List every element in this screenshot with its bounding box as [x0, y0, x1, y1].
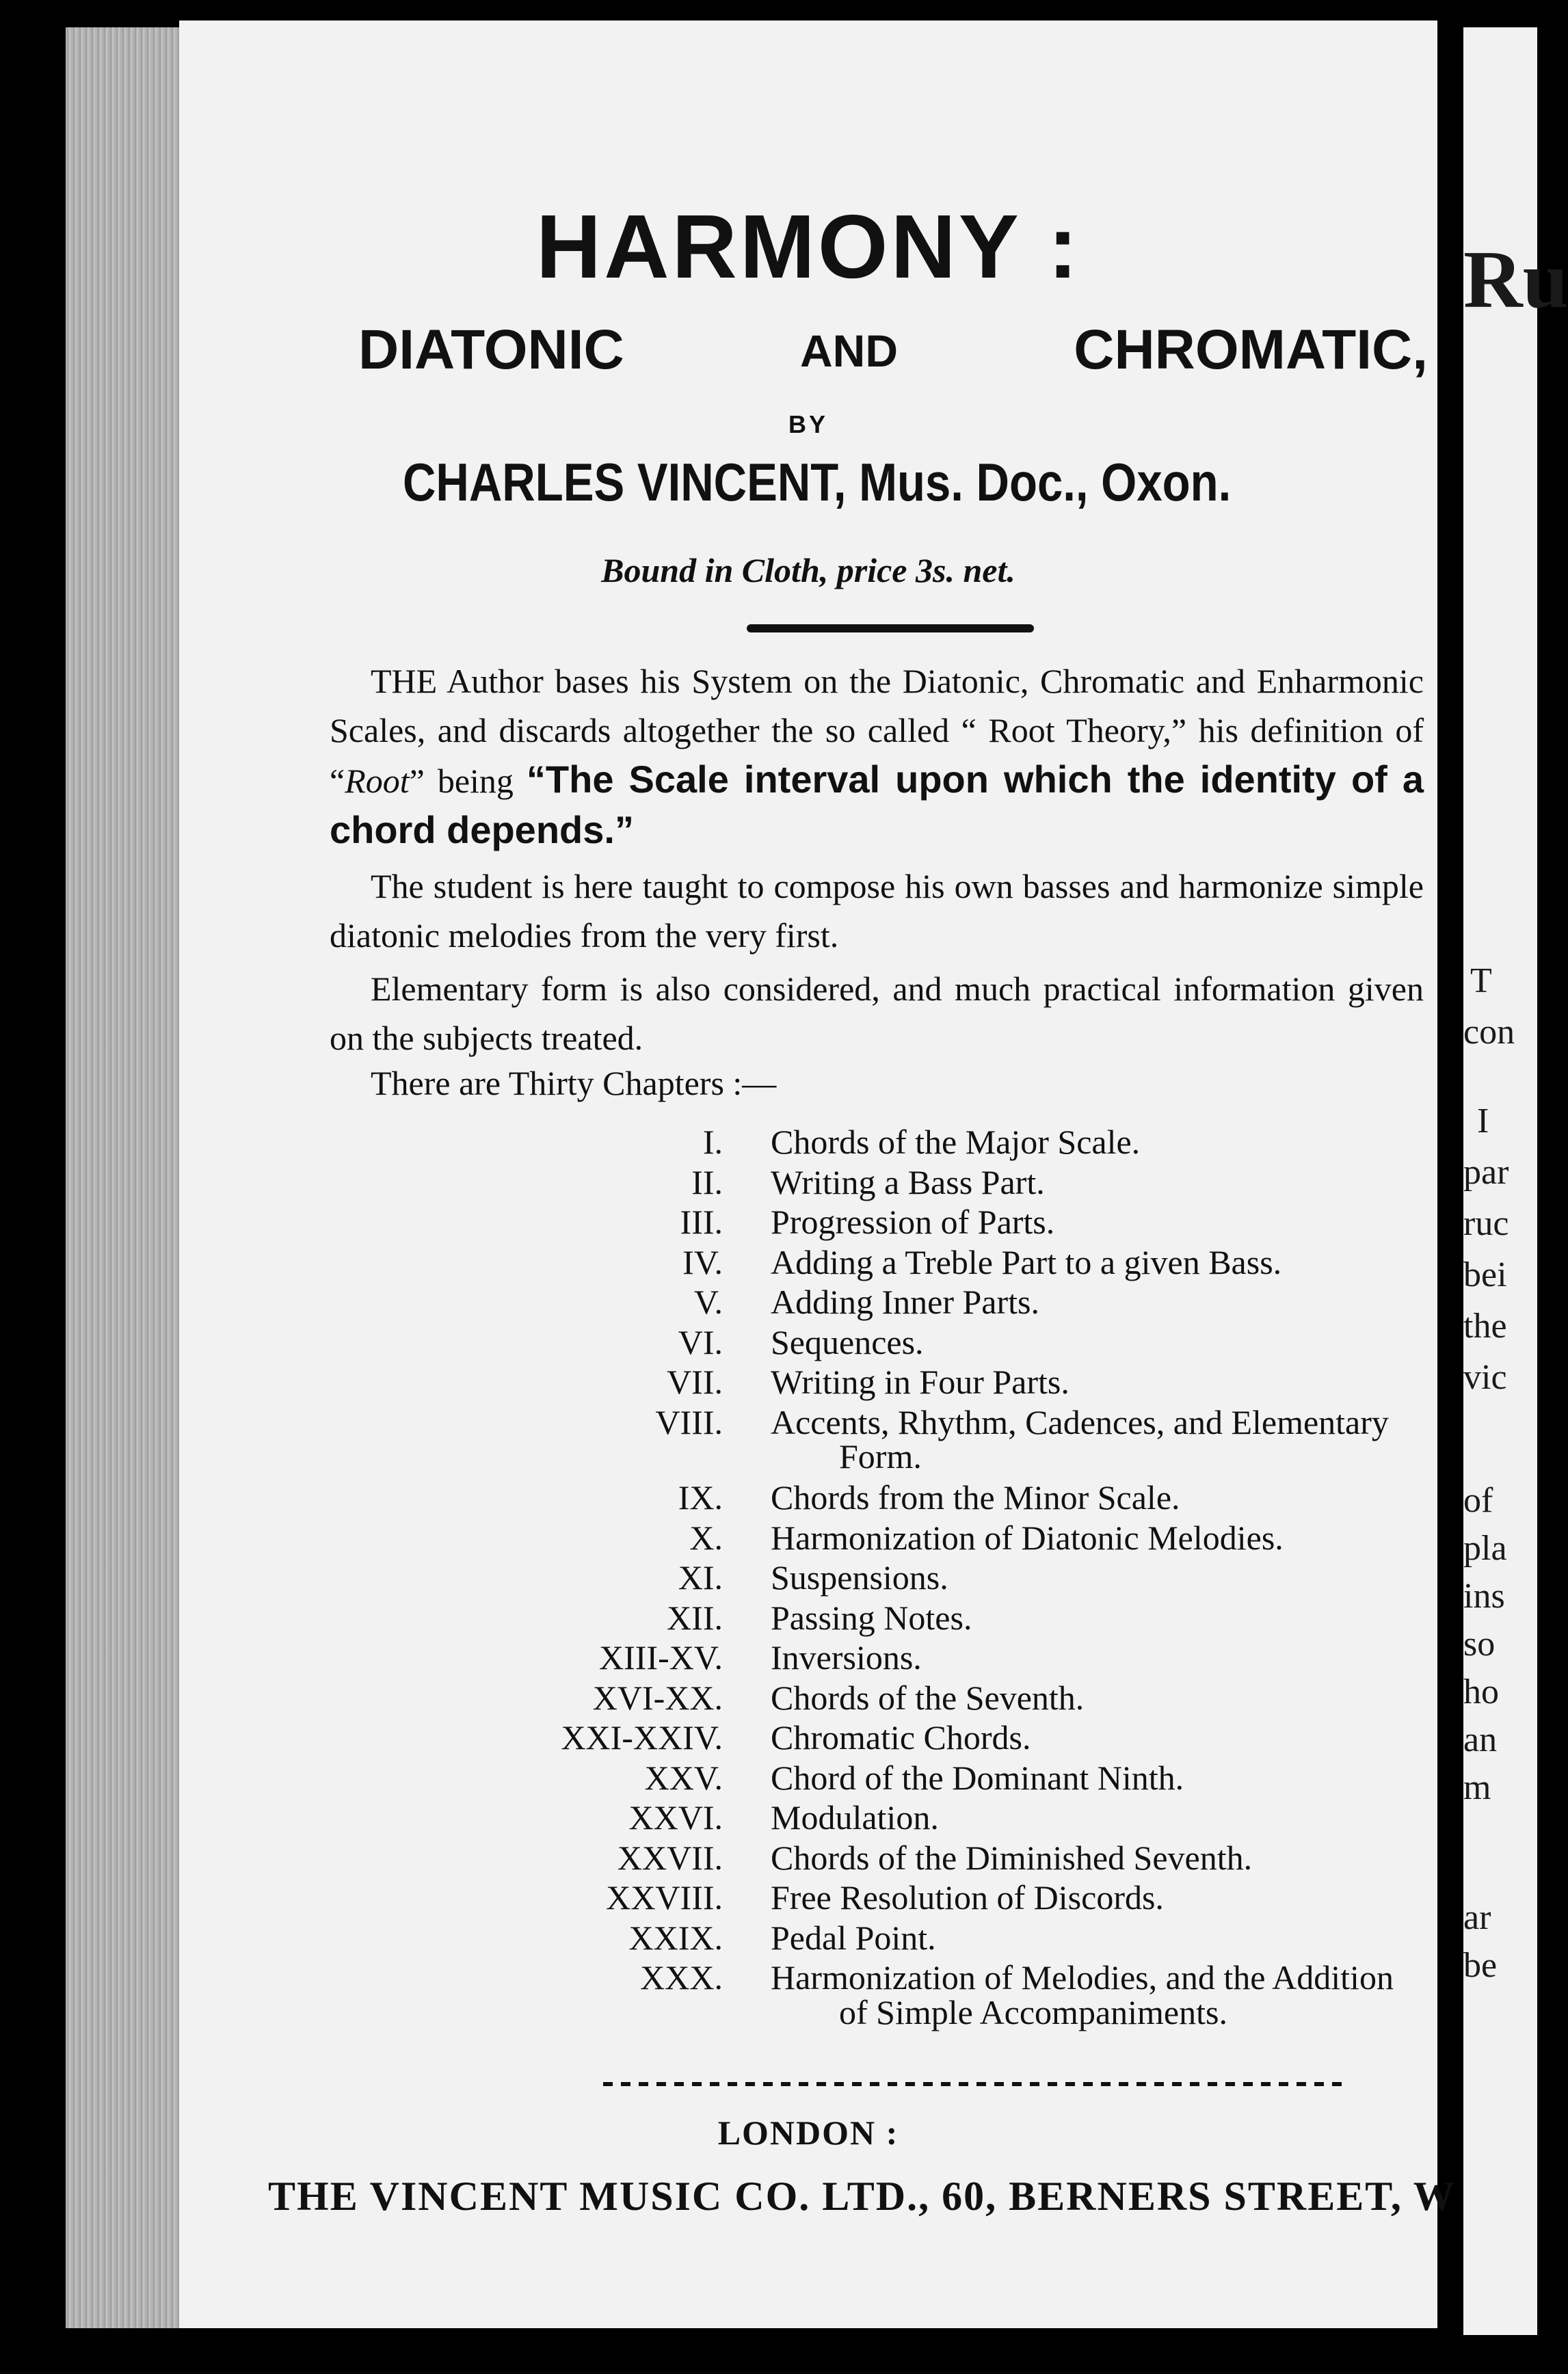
chapter-title: Chords of the Major Scale. [771, 1123, 1141, 1161]
adjacent-page-text: I [1477, 1102, 1489, 1141]
lead-word: THE [371, 662, 438, 700]
chapter-title: Chord of the Dominant Ninth. [771, 1758, 1184, 1797]
chapter-title: Progression of Parts. [771, 1203, 1055, 1241]
london-heading: LONDON : [717, 2113, 899, 2152]
chapter-title: Chords of the Seventh. [771, 1678, 1085, 1717]
description-paragraph-3 [330, 964, 1424, 1063]
by-line: BY [788, 410, 828, 438]
chapter-number: VII. [667, 1363, 723, 1401]
adjacent-page-text: bei [1463, 1255, 1507, 1294]
adjacent-page-text: ho [1463, 1672, 1499, 1711]
adjacent-page-text: so [1463, 1625, 1496, 1664]
chapter-number: I. [702, 1123, 723, 1161]
chapter-title: Chords from the Minor Scale. [771, 1478, 1180, 1517]
chapter-title: Modulation. [771, 1798, 939, 1837]
chapter-title: Pedal Point. [771, 1918, 936, 1957]
chapter-number: XXVI. [628, 1798, 723, 1837]
price-line: Bound in Cloth, price 3s. net. [601, 551, 1015, 589]
chapter-number: XXI-XXIV. [561, 1718, 723, 1757]
chapter-number: XXVII. [617, 1838, 723, 1877]
p1-bold-definition: “The Scale interval upon which the identity of a chord depends.” [330, 758, 1424, 851]
p1-text: Author bases his System on the Diatonic, Chromatic and Enharmonic Scales, and discards altogether the so called “ Root Theory,” his definition of “ [330, 662, 1424, 800]
chapter-number: XI. [678, 1558, 723, 1597]
adjacent-page-text: Ru [1463, 234, 1568, 325]
chapter-number: XII. [667, 1598, 723, 1637]
author-name: CHARLES VINCENT, Mus. Doc., Oxon. [402, 452, 1232, 512]
chapter-number: II. [691, 1162, 723, 1201]
subtitle-word-chromatic: CHROMATIC, [1074, 319, 1428, 381]
chapter-number: VI. [678, 1322, 723, 1361]
chapter-title-continuation: of Simple Accompaniments. [839, 1992, 1227, 2031]
chapter-title: Adding a Treble Part to a given Bass. [771, 1242, 1282, 1281]
dotted-rule [603, 2082, 1342, 2086]
adjacent-page-text: vic [1463, 1358, 1507, 1397]
chapter-number: IV. [682, 1242, 723, 1281]
chapter-title: Harmonization of Diatonic Melodies. [771, 1518, 1284, 1557]
adjacent-page-text: par [1463, 1153, 1509, 1192]
chapter-title: Adding Inner Parts. [771, 1283, 1039, 1321]
chapter-number: XXVIII. [606, 1878, 723, 1917]
chapter-title: Chords of the Diminished Seventh. [771, 1838, 1253, 1877]
chapter-number: X. [689, 1518, 723, 1557]
advertisement-page [179, 21, 1456, 2328]
subtitle-word-diatonic: DIATONIC [358, 319, 624, 381]
chapters-intro: There are Thirty Chapters :— [371, 1064, 777, 1102]
p1-root-word: Root [345, 762, 410, 800]
adjacent-page-text: of [1463, 1481, 1493, 1520]
chapter-number: III. [680, 1203, 723, 1241]
adjacent-page-text: ar [1463, 1898, 1491, 1937]
chapter-title: Chromatic Chords. [771, 1718, 1031, 1757]
p3-text: Elementary form is also considered, and much practical information given on the subjects treated. [330, 970, 1424, 1057]
divider-rule [747, 624, 1034, 632]
page-subtitle [179, 318, 1437, 382]
page-title: HARMONY : [535, 196, 1081, 297]
adjacent-page-text: T [1470, 961, 1492, 1000]
chapter-title: Accents, Rhythm, Cadences, and Elementary [771, 1402, 1389, 1441]
adjacent-page-text: ruc [1463, 1204, 1509, 1243]
chapter-title: Harmonization of Melodies, and the Addition [771, 1958, 1394, 1997]
p2-text: The student is here taught to compose his own basses and harmonize simple diatonic melodies from the very first. [330, 867, 1424, 955]
subtitle-word-and: AND [800, 325, 898, 376]
adjacent-page-text: m [1463, 1768, 1491, 1807]
p1-text-2: ” being [409, 762, 514, 800]
chapter-title: Writing a Bass Part. [771, 1162, 1045, 1201]
chapter-number: XXV. [644, 1758, 723, 1797]
chapter-title: Free Resolution of Discords. [771, 1878, 1164, 1917]
adjacent-page-text: ins [1463, 1577, 1505, 1616]
chapter-title: Sequences. [771, 1322, 924, 1361]
adjacent-page-text: an [1463, 1720, 1498, 1759]
chapter-title: Suspensions. [771, 1558, 948, 1597]
adjacent-page-text: the [1463, 1307, 1507, 1346]
chapter-title: Writing in Four Parts. [771, 1363, 1069, 1401]
description-paragraph-1 [330, 656, 1424, 856]
book-spine-edge [66, 27, 182, 2328]
chapter-title-continuation: Form. [839, 1437, 922, 1476]
chapter-number: VIII. [655, 1402, 723, 1441]
chapter-number: IX. [678, 1478, 723, 1517]
chapter-number: V. [693, 1283, 723, 1321]
chapter-number: XXX. [640, 1958, 723, 1997]
chapter-number: XIII-XV. [599, 1638, 723, 1677]
chapter-title: Passing Notes. [771, 1598, 972, 1637]
adjacent-page-text: pla [1463, 1529, 1507, 1568]
chapter-title: Inversions. [771, 1638, 922, 1677]
adjacent-page-text: con [1463, 1013, 1515, 1052]
publisher-address: THE VINCENT MUSIC CO. LTD., 60, BERNERS STREET, W [268, 2174, 1456, 2219]
adjacent-page-text: be [1463, 1946, 1498, 1985]
description-paragraph-2 [330, 862, 1424, 960]
adjacent-page-edge [1463, 27, 1568, 2335]
chapter-number: XVI-XX. [592, 1678, 723, 1717]
chapter-number: XXIX. [628, 1918, 723, 1957]
